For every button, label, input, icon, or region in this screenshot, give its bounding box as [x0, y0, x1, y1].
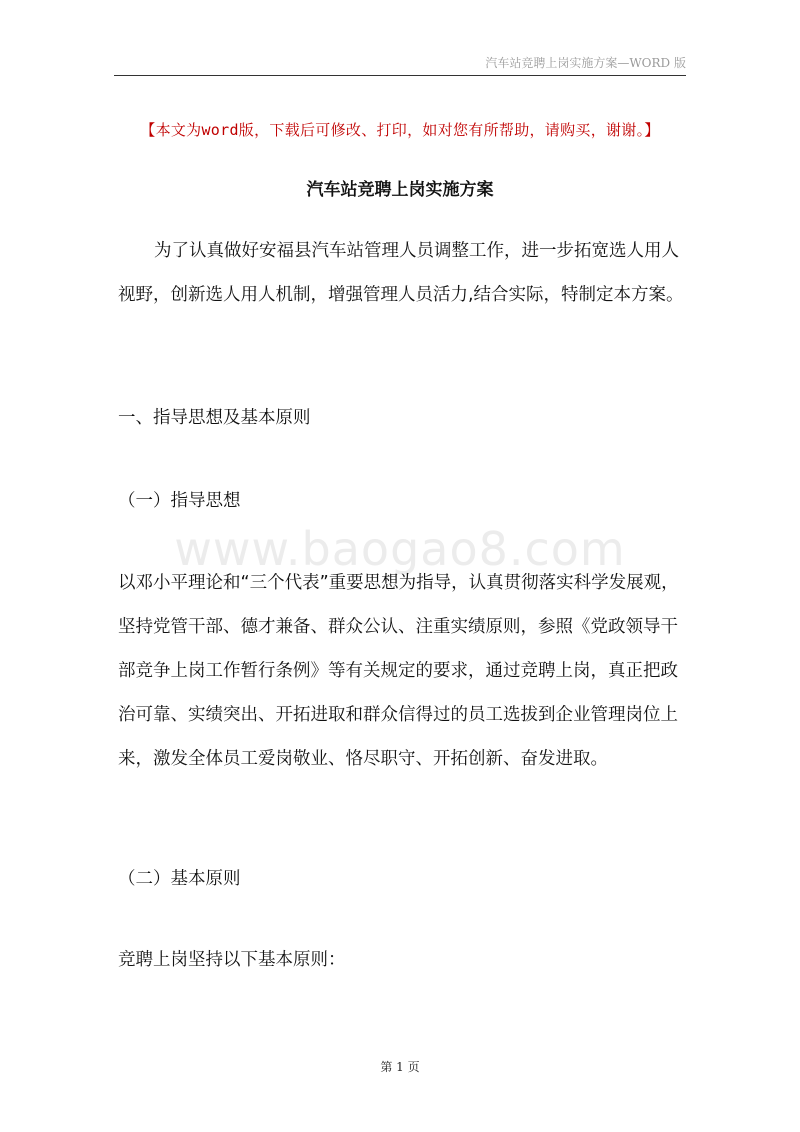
- purchase-notice: 【本文为word版，下载后可修改、打印，如对您有所帮助，请购买，谢谢。】: [140, 121, 660, 139]
- subsection-heading-basic-principles: （二）基本原则: [118, 869, 241, 889]
- site-watermark: www.baogao8.com: [174, 522, 626, 576]
- subsection-heading-guiding-thought: （一）指导思想: [118, 491, 241, 511]
- basic-principles-lead: 竞聘上岗坚持以下基本原则：: [118, 950, 346, 970]
- running-header: 汽车站竞聘上岗实施方案—WORD 版: [485, 56, 686, 70]
- header-divider: [114, 75, 686, 76]
- section-heading-guiding-principles: 一、指导思想及基本原则: [118, 408, 311, 428]
- document-title: 汽车站竞聘上岗实施方案: [306, 180, 494, 200]
- page-number: 第 1 页: [380, 1060, 420, 1074]
- intro-paragraph: 为了认真做好安福县汽车站管理人员调整工作，进一步拓宽选人用人视野，创新选人用人机制，增强管理人员活力,结合实际，特制定本方案。: [118, 241, 684, 305]
- guiding-thought-paragraph: 以邓小平理论和“三个代表”重要思想为指导，认真贯彻落实科学发展观，坚持党管干部、德才兼备、群众公认、注重实绩原则，参照《党政领导干部竞争上岗工作暂行条例》等有关规定的要求，通过竞聘上岗，真正把政治可靠、实绩突出、开拓进取和群众信得过的员工选拔到企业管理岗位上来，激发全体员工爱岗敬业、恪尽职守、开拓创新、奋发进取。: [118, 573, 679, 769]
